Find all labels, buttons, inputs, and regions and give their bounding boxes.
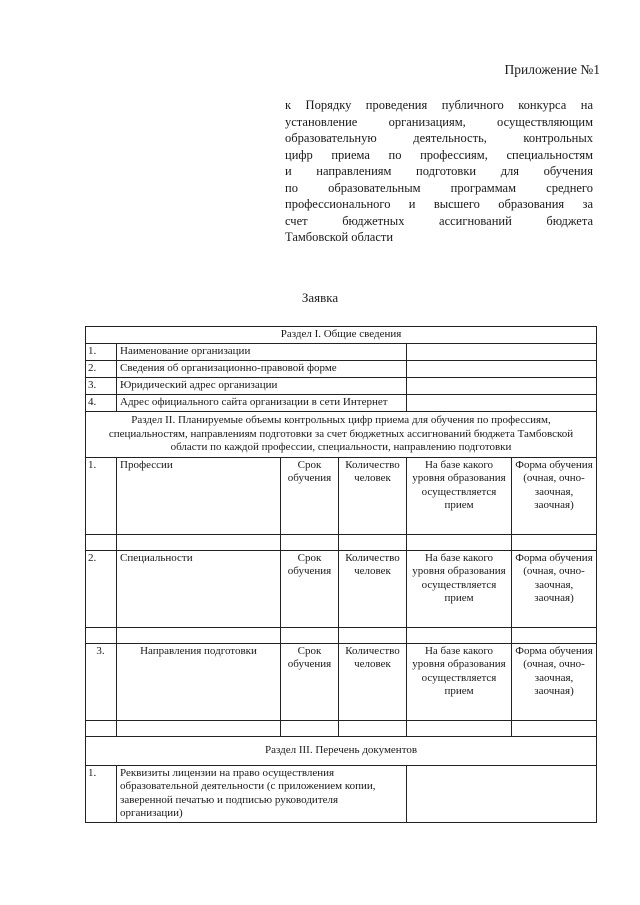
appendix-line: установление организациям, осуществляющим — [285, 114, 593, 129]
empty-cell[interactable] — [117, 627, 281, 643]
empty-cell[interactable] — [281, 534, 339, 550]
empty-cell[interactable] — [339, 627, 407, 643]
row-number: 3. — [86, 378, 117, 395]
empty-cell[interactable] — [117, 534, 281, 550]
row-label: Наименование организации — [117, 344, 407, 361]
empty-cell[interactable] — [86, 627, 117, 643]
table-row — [86, 720, 597, 736]
column-header-count: Количество человек — [339, 643, 407, 720]
row-number: 2. — [86, 361, 117, 378]
appendix-line: счет бюджетных ассигнований бюджета — [285, 213, 593, 228]
row-label: Сведения об организационно-правовой форме — [117, 361, 407, 378]
column-header-base: На базе какого уровня образования осуществляется прием — [407, 643, 512, 720]
column-header-srok: Срок обучения — [281, 550, 339, 627]
row-label: Реквизиты лицензии на право осуществления образовательной деятельности (с приложением копии, заверенной печатью и подписью руководителя организации) — [117, 765, 407, 822]
document-title: Заявка — [301, 290, 339, 305]
empty-cell[interactable] — [86, 720, 117, 736]
appendix-line: образовательную деятельность, контрольных — [285, 131, 593, 145]
group-label: Направления подготовки — [117, 643, 281, 720]
appendix-line: цифр приема по профессиям, специальностям — [285, 147, 593, 162]
column-header-base: На базе какого уровня образования осуществляется прием — [407, 457, 512, 534]
column-header-form: Форма обучения (очная, очно-заочная, заочная) — [512, 643, 597, 720]
table-row — [86, 395, 597, 412]
empty-cell[interactable] — [117, 720, 281, 736]
table-row — [86, 361, 597, 378]
appendix-title: Приложение №1 — [504, 62, 600, 77]
table-row — [86, 534, 597, 550]
application-form-table — [85, 326, 597, 823]
row-value-cell[interactable] — [407, 395, 597, 412]
group-label: Специальности — [117, 550, 281, 627]
column-header-form: Форма обучения (очная, очно-заочная, заочная) — [512, 550, 597, 627]
table-row — [86, 550, 597, 627]
empty-cell[interactable] — [512, 720, 597, 736]
empty-cell[interactable] — [339, 534, 407, 550]
appendix-description — [285, 97, 593, 246]
empty-cell[interactable] — [407, 627, 512, 643]
empty-cell[interactable] — [339, 720, 407, 736]
section-2-title: Раздел II. Планируемые объемы контрольных цифр приема для обучения по профессиям, специальностям, направлениям подготовки за счет бюджетных ассигнований бюджета Тамбовской области по каждой профессии, специальности, направлению подготовки — [86, 412, 597, 458]
table-row — [86, 765, 597, 822]
row-number: 3. — [86, 643, 117, 720]
table-row — [86, 457, 597, 534]
empty-cell[interactable] — [512, 534, 597, 550]
column-header-base: На базе какого уровня образования осуществляется прием — [407, 550, 512, 627]
empty-cell[interactable] — [281, 627, 339, 643]
row-number: 1. — [86, 457, 117, 534]
empty-cell[interactable] — [407, 720, 512, 736]
column-header-count: Количество человек — [339, 550, 407, 627]
appendix-line: и направлениям подготовки для обучения — [285, 164, 593, 178]
empty-cell[interactable] — [512, 627, 597, 643]
row-number: 1. — [86, 344, 117, 361]
column-header-srok: Срок обучения — [281, 457, 339, 534]
row-label: Юридический адрес организации — [117, 378, 407, 395]
group-label: Профессии — [117, 457, 281, 534]
column-header-count: Количество человек — [339, 457, 407, 534]
section-1-title: Раздел I. Общие сведения — [86, 327, 597, 344]
table-row — [86, 378, 597, 395]
empty-cell[interactable] — [86, 534, 117, 550]
appendix-line: по образовательным программам среднего — [285, 180, 593, 195]
appendix-line: профессионального и высшего образования за — [285, 197, 593, 211]
column-header-srok: Срок обучения — [281, 643, 339, 720]
empty-cell[interactable] — [281, 720, 339, 736]
row-value-cell[interactable] — [407, 765, 597, 822]
table-row — [86, 344, 597, 361]
table-row — [86, 643, 597, 720]
section-3-title: Раздел III. Перечень документов — [86, 736, 597, 765]
row-number: 4. — [86, 395, 117, 412]
row-number: 2. — [86, 550, 117, 627]
row-number: 1. — [86, 765, 117, 822]
empty-cell[interactable] — [407, 534, 512, 550]
row-value-cell[interactable] — [407, 361, 597, 378]
row-value-cell[interactable] — [407, 344, 597, 361]
appendix-line: к Порядку проведения публичного конкурса на — [285, 98, 593, 112]
appendix-line: Тамбовской области — [285, 230, 394, 244]
table-row — [86, 627, 597, 643]
row-label: Адрес официального сайта организации в сети Интернет — [117, 395, 407, 412]
column-header-form: Форма обучения (очная, очно-заочная, заочная) — [512, 457, 597, 534]
row-value-cell[interactable] — [407, 378, 597, 395]
